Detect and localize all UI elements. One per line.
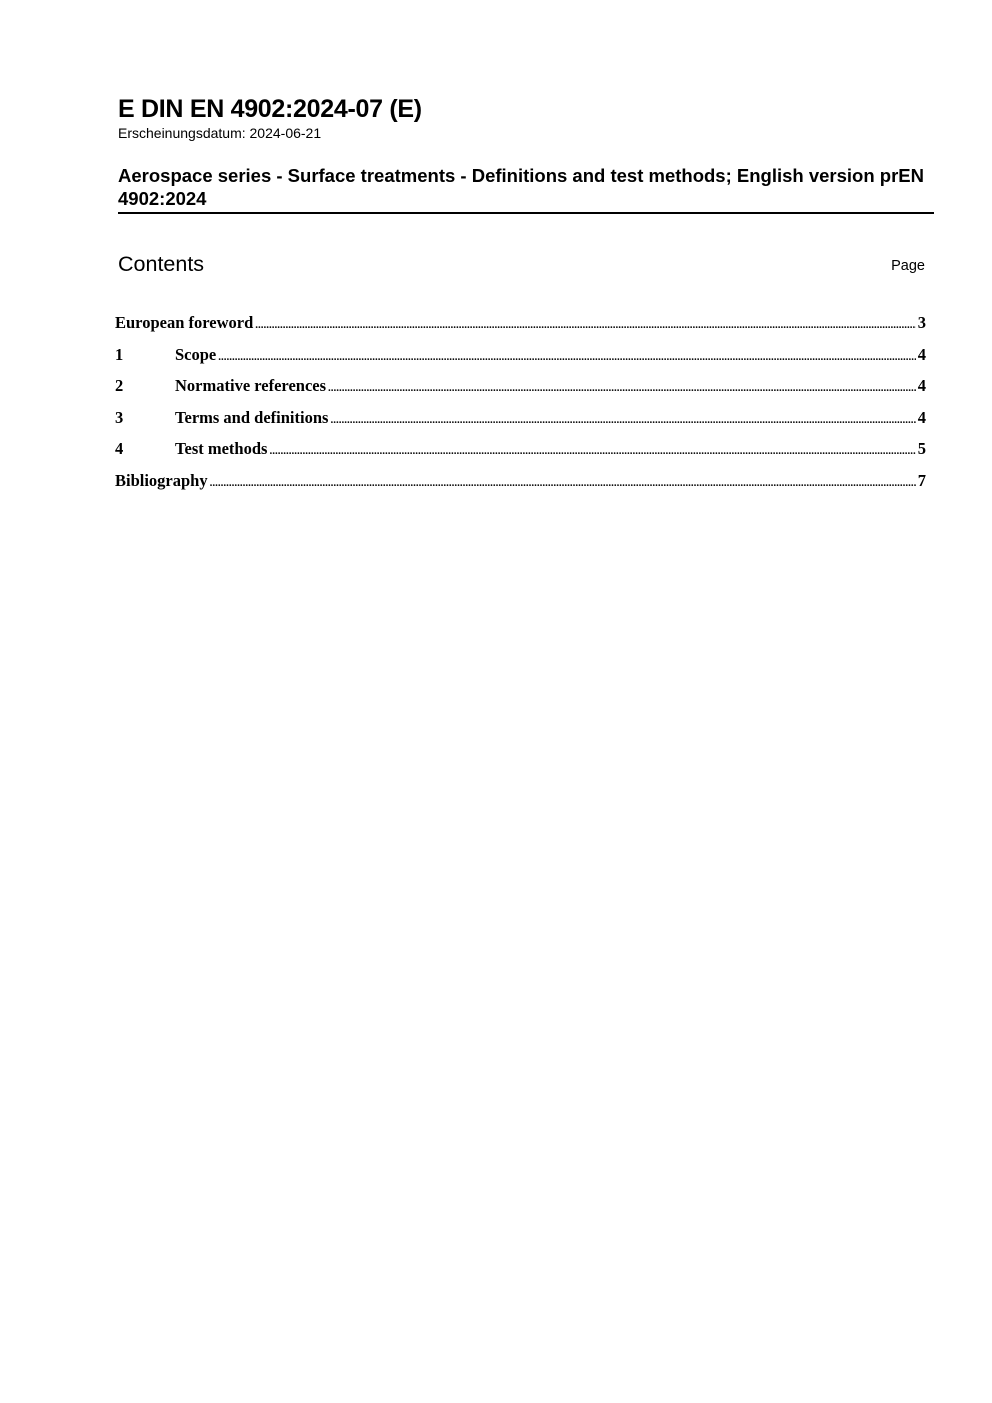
toc-entry-number: 2 <box>115 376 124 396</box>
toc-entry-page: 5 <box>917 439 926 459</box>
toc-dot-leader <box>328 375 916 399</box>
toc-entry-number: 3 <box>115 407 124 427</box>
toc-entry-bibliography[interactable] <box>115 470 926 502</box>
toc-entry-title: Scope <box>175 344 217 364</box>
toc-entry-page: 3 <box>917 313 926 332</box>
toc-entry-european-foreword[interactable] <box>115 312 926 344</box>
toc-dot-leader <box>255 312 915 336</box>
toc-entry-scope[interactable] <box>115 344 926 376</box>
toc-entry-title: European foreword <box>115 313 254 332</box>
toc-entry-page: 4 <box>917 344 926 364</box>
document-id: E DIN EN 4902:2024-07 (E) <box>118 95 422 123</box>
toc-entry-title: Bibliography <box>115 470 208 490</box>
toc-entry-number: 1 <box>115 344 124 364</box>
toc-entry-number: 4 <box>115 439 124 459</box>
toc-dot-leader <box>210 470 916 494</box>
toc-dot-leader <box>218 344 916 368</box>
toc-entry-page: 7 <box>917 470 926 490</box>
toc-entry-page: 4 <box>917 376 926 396</box>
toc-dot-leader <box>269 438 915 462</box>
toc-entry-page: 4 <box>917 407 926 427</box>
document-title: Aerospace series - Surface treatments - Definitions and test methods; English version prEN 4902:2024 <box>118 164 934 214</box>
toc-entry-title: Test methods <box>175 439 268 459</box>
publication-date: Erscheinungsdatum: 2024-06-21 <box>118 125 322 141</box>
document-header <box>118 94 934 142</box>
toc-entry-normative-references[interactable] <box>115 375 926 407</box>
contents-heading: Contents <box>118 252 205 276</box>
toc-entry-test-methods[interactable] <box>115 438 926 470</box>
toc-entry-title: Terms and definitions <box>175 407 329 427</box>
page-column-label: Page <box>891 258 925 274</box>
toc-entry-terms-and-definitions[interactable] <box>115 407 926 439</box>
table-of-contents <box>115 312 926 502</box>
toc-entry-title: Normative references <box>175 376 327 396</box>
toc-dot-leader <box>330 407 915 431</box>
